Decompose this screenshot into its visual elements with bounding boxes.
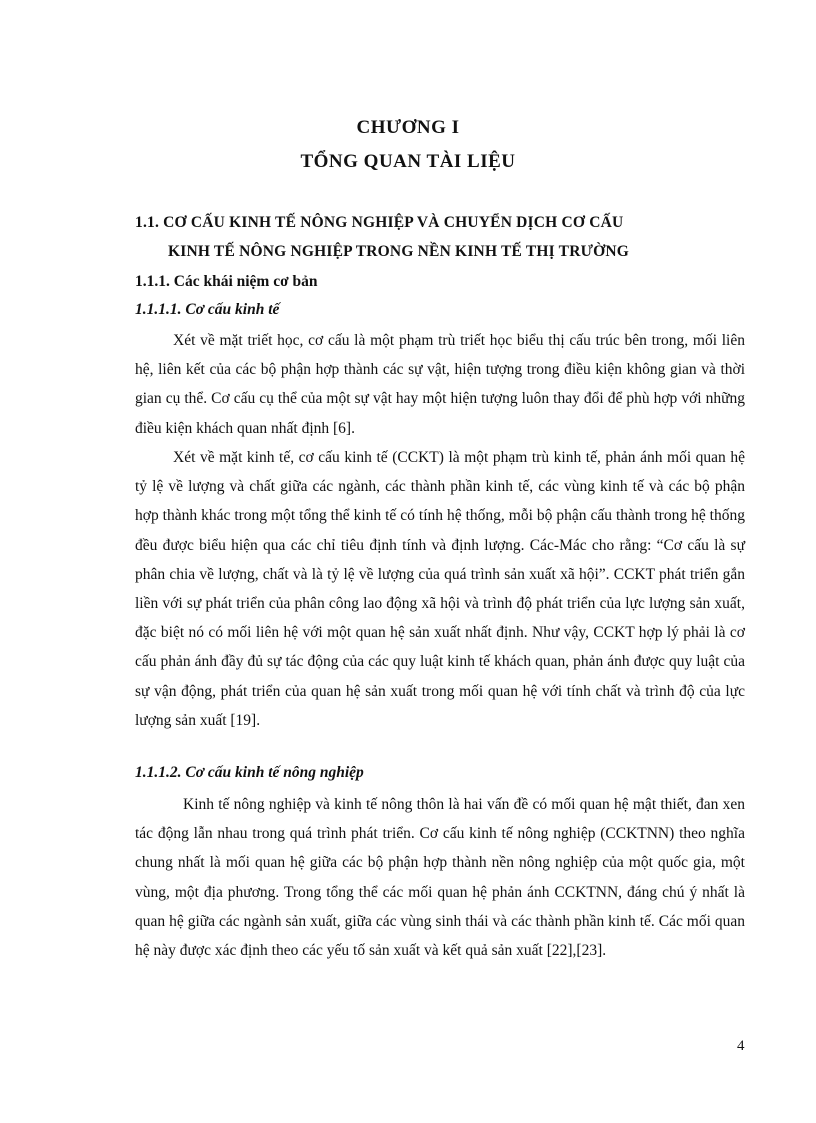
chapter-title: TỔNG QUAN TÀI LIỆU — [300, 151, 516, 172]
page-number: 4 — [737, 1038, 745, 1054]
chapter-number: CHƯƠNG I — [356, 117, 460, 138]
section-heading-line2: KINH TẾ NÔNG NGHIỆP TRONG NỀN KINH TẾ THỊ TRƯỜNG — [168, 243, 630, 260]
subsubsection-heading-economic-structure: 1.1.1.1. Cơ cấu kinh tế — [135, 301, 280, 318]
paragraph-philosophy: Xét về mặt triết học, cơ cấu là một phạm trù triết học biểu thị cấu trúc bên trong, mối liên hệ, liên kết của các bộ phận hợp thành các sự vật, hiện tượng trong điều kiện không gian và thời gian cụ thể. Cơ cấu cụ thể của một sự vật hay một hiện tượng luôn thay đổi để phù hợp với những điều kiện khách quan nhất định [6]. — [135, 332, 745, 437]
subsubsection-heading-agricultural-structure: 1.1.1.2. Cơ cấu kinh tế nông nghiệp — [135, 764, 364, 781]
section-heading-line1: 1.1. CƠ CẤU KINH TẾ NÔNG NGHIỆP VÀ CHUYỂN DỊCH CƠ CẤU — [135, 214, 624, 231]
subsection-heading: 1.1.1. Các khái niệm cơ bản — [135, 273, 318, 290]
paragraph-economics: Xét về mặt kinh tế, cơ cấu kinh tế (CCKT) là một phạm trù kinh tế, phản ánh mối quan hệ tỷ lệ về lượng và chất giữa các ngành, các thành phần kinh tế, các vùng kinh tế và các bộ phận hợp thành khác trong một tổng thể kinh tế có tính hệ thống, mỗi bộ phận cấu thành trong hệ thống đều được biểu hiện qua các chỉ tiêu định tính và định lượng. Các-Mác cho rằng: “Cơ cấu là sự phân chia về lượng, chất và là tỷ lệ về lượng của quá trình sản xuất xã hội”. CCKT phát triển gắn liền với sự phát triển của phân công lao động xã hội và trình độ phát triển của lực lượng sản xuất, đặc biệt nó có mối liên hệ với một quan hệ sản xuất nhất định. Như vậy, CCKT hợp lý phải là cơ cấu phản ánh đầy đủ sự tác động của các quy luật kinh tế khách quan, phản ánh được quy luật của sự vận động, phát triển của quan hệ sản xuất trong mối quan hệ với tính chất và trình độ của lực lượng sản xuất [19]. — [135, 449, 745, 729]
paragraph-agriculture: Kinh tế nông nghiệp và kinh tế nông thôn là hai vấn đề có mối quan hệ mật thiết, đan xen tác động lẫn nhau trong quá trình phát triển. Cơ cấu kinh tế nông nghiệp (CCKTNN) theo nghĩa chung nhất là mối quan hệ giữa các bộ phận hợp thành nền nông nghiệp của một quốc gia, một vùng, một địa phương. Trong tổng thể các mối quan hệ phản ánh CCKTNN, đáng chú ý nhất là quan hệ giữa các ngành sản xuất, giữa các vùng sinh thái và các thành phần kinh tế. Các mối quan hệ này được xác định theo các yếu tố sản xuất và kết quả sản xuất [22],[23]. — [135, 796, 745, 960]
